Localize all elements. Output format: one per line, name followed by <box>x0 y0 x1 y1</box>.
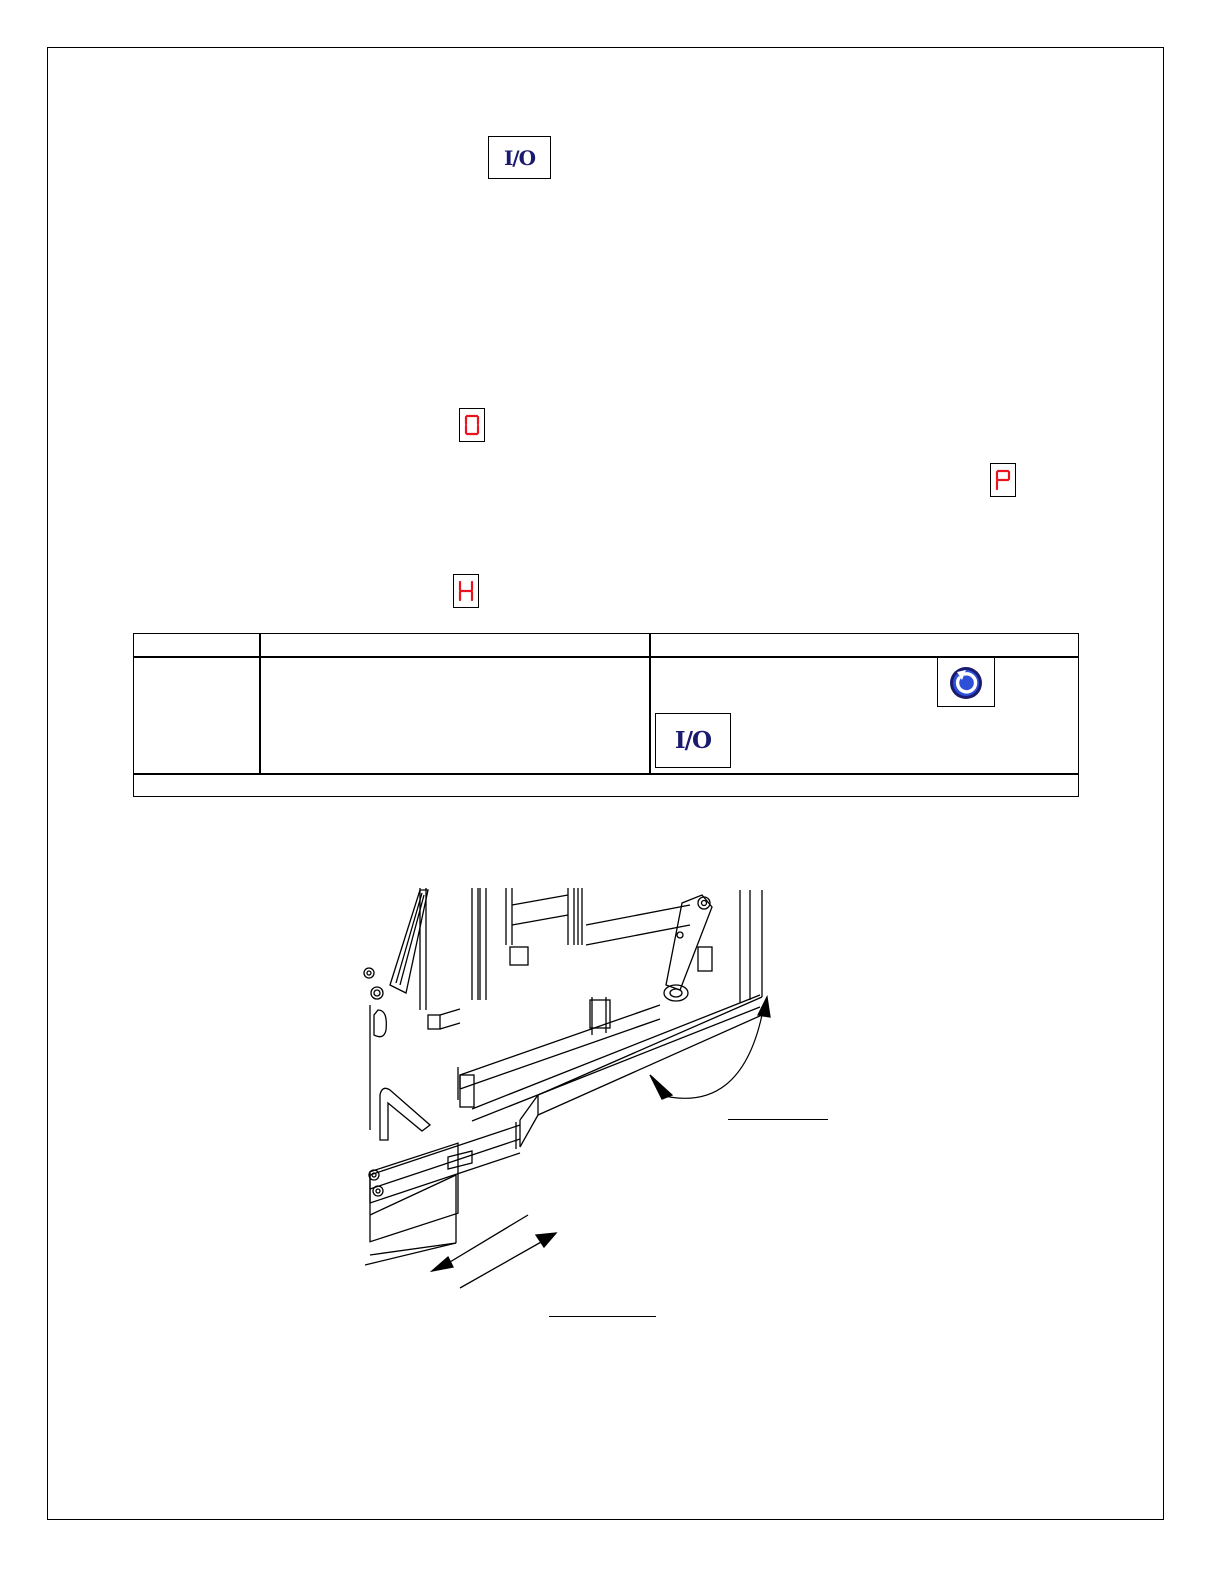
table-col-divider-2 <box>649 634 651 774</box>
seven-segment-p-icon <box>990 463 1016 497</box>
table-col-divider-1 <box>259 634 261 774</box>
io-key-icon <box>488 136 551 179</box>
seven-segment-0-icon <box>459 408 485 442</box>
reset-key-icon <box>937 657 995 707</box>
io-key-label-table: I/O <box>674 727 712 754</box>
figure-callout-line-2 <box>549 1316 656 1317</box>
io-key-label: I/O <box>503 145 536 170</box>
io-key-icon-table <box>655 713 731 768</box>
figure-callout-line-1 <box>728 1119 828 1120</box>
table-footer-divider <box>134 773 1078 775</box>
seven-segment-h-icon <box>453 574 479 608</box>
mechanism-drawing <box>360 885 780 1295</box>
